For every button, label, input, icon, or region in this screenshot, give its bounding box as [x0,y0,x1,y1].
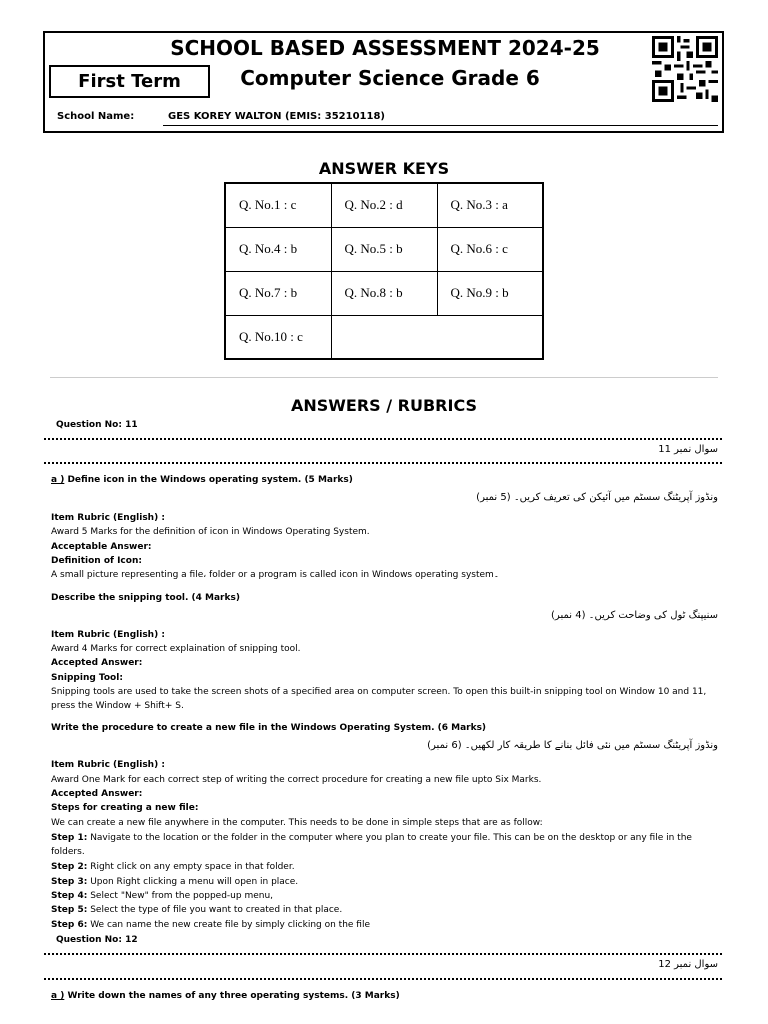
dotted-divider [44,438,722,440]
subject-title: Computer Science Grade 6 [240,66,540,90]
rubric-label: Item Rubric (English) : [51,630,165,640]
list-item [51,831,721,859]
dotted-divider [44,953,722,955]
steps-label: Steps for creating a new file: [51,803,199,813]
question-11a-heading [51,475,353,485]
step-label: Step 6: [51,920,88,930]
answer-keys-title: ANSWER KEYS [318,159,450,178]
step-text: Select "New" from the popped-up menu, [87,891,274,901]
step-text: Navigate to the location or the folder in the computer where you plan to create your file. This can be on the desktop or any file in the folders. [51,833,692,857]
question-11b-urdu: سنیپنگ ٹول کی وضاحت کریں۔ (4 نمبر) [551,610,718,621]
accepted-answer-label: Accepted Answer: [51,789,143,799]
step-text: We can name the new create file by simply clicking on the file [87,920,371,930]
question-11c-heading: Write the procedure to create a new file in the Windows Operating System. (6 Marks) [51,723,487,733]
main-title: SCHOOL BASED ASSESSMENT 2024-25 [170,36,600,60]
answer-key-cell: Q. No.6 : c [437,227,543,271]
table-row [225,271,543,315]
answer-key-cell: Q. No.7 : b [225,271,331,315]
school-name-underline [163,125,718,126]
term-label: First Term [49,65,210,98]
step-label: Step 1: [51,833,88,843]
question-11a-urdu: ونڈوز آپریٹنگ سسٹم میں آئیکن کی تعریف کریں۔ (5 نمبر) [476,492,718,503]
step-label: Step 3: [51,877,88,887]
rubric-label: Item Rubric (English) : [51,513,165,523]
table-row [225,183,543,227]
list-item [51,918,721,932]
answer-key-cell: Q. No.3 : a [437,183,543,227]
definition-text: A small picture representing a file، folder or a program is called icon in Windows operating system۔ [51,570,500,580]
step-text: Right click on any empty space in that folder. [87,862,295,872]
list-item [51,903,721,917]
definition-text: Snipping tools are used to take the screen shots of a specified area on computer screen. To open this built-in snipping tool on Window 10 and 11, press the Window + Shift+ S. [51,687,707,711]
definition-label: Definition of Icon: [51,556,142,566]
accepted-answer-label: Accepted Answer: [51,658,143,668]
rubric-label: Item Rubric (English) : [51,760,165,770]
question-11-label: Question No: 11 [56,420,138,430]
answer-key-cell: Q. No.9 : b [437,271,543,315]
question-12a-text: Write down the names of any three operating systems. (3 Marks) [64,991,400,1001]
table-row [225,315,543,359]
question-11c-urdu: ونڈوز آپریٹنگ سسٹم میں نئی فائل بنانے کا طریقہ کار لکھیں۔ (6 نمبر) [427,740,718,751]
steps-intro: We can create a new file anywhere in the computer. This needs to be done in simple steps that are as follow: [51,818,543,828]
dotted-divider [44,978,722,980]
answer-key-cell: Q. No.10 : c [225,315,331,359]
question-11a-text: Define icon in the Windows operating system. (5 Marks) [64,475,353,485]
rubrics-title: ANSWERS / RUBRICS [290,396,478,415]
list-item [51,860,721,874]
question-12-label: Question No: 12 [56,935,138,945]
question-12a-heading [51,991,400,1001]
rubric-text: Award One Mark for each correct step of writing the correct procedure for creating a new file upto Six Marks. [51,775,542,785]
step-label: Step 2: [51,862,88,872]
answer-key-cell: Q. No.4 : b [225,227,331,271]
part-a-prefix: a ) [51,991,65,1001]
rubric-text: Award 4 Marks for correct explaination of snipping tool. [51,644,301,654]
question-12-urdu-label: سوال نمبر 12 [658,959,718,970]
step-label: Step 4: [51,891,88,901]
qr-code-icon [650,36,720,102]
answer-keys-table [224,182,544,360]
step-text: Upon Right clicking a menu will open in place. [87,877,299,887]
section-divider [50,377,718,378]
answer-key-cell-empty [331,315,543,359]
answer-key-cell: Q. No.8 : b [331,271,437,315]
definition-label: Snipping Tool: [51,673,123,683]
list-item [51,889,721,903]
accepted-answer-label: Acceptable Answer: [51,542,152,552]
question-11b-heading: Describe the snipping tool. (4 Marks) [51,593,240,603]
answer-key-cell: Q. No.1 : c [225,183,331,227]
answer-key-cell: Q. No.2 : d [331,183,437,227]
step-text: Select the type of file you want to created in that place. [87,905,343,915]
list-item [51,875,721,889]
answer-key-cell: Q. No.5 : b [331,227,437,271]
school-name-label: School Name: [57,111,135,122]
rubric-text: Award 5 Marks for the definition of icon in Windows Operating System. [51,527,370,537]
table-row [225,227,543,271]
school-name-value: GES KOREY WALTON (EMIS: 35210118) [168,111,385,122]
step-label: Step 5: [51,905,88,915]
part-a-prefix: a ) [51,475,65,485]
dotted-divider [44,462,722,464]
question-11-urdu-label: سوال نمبر 11 [658,444,718,455]
